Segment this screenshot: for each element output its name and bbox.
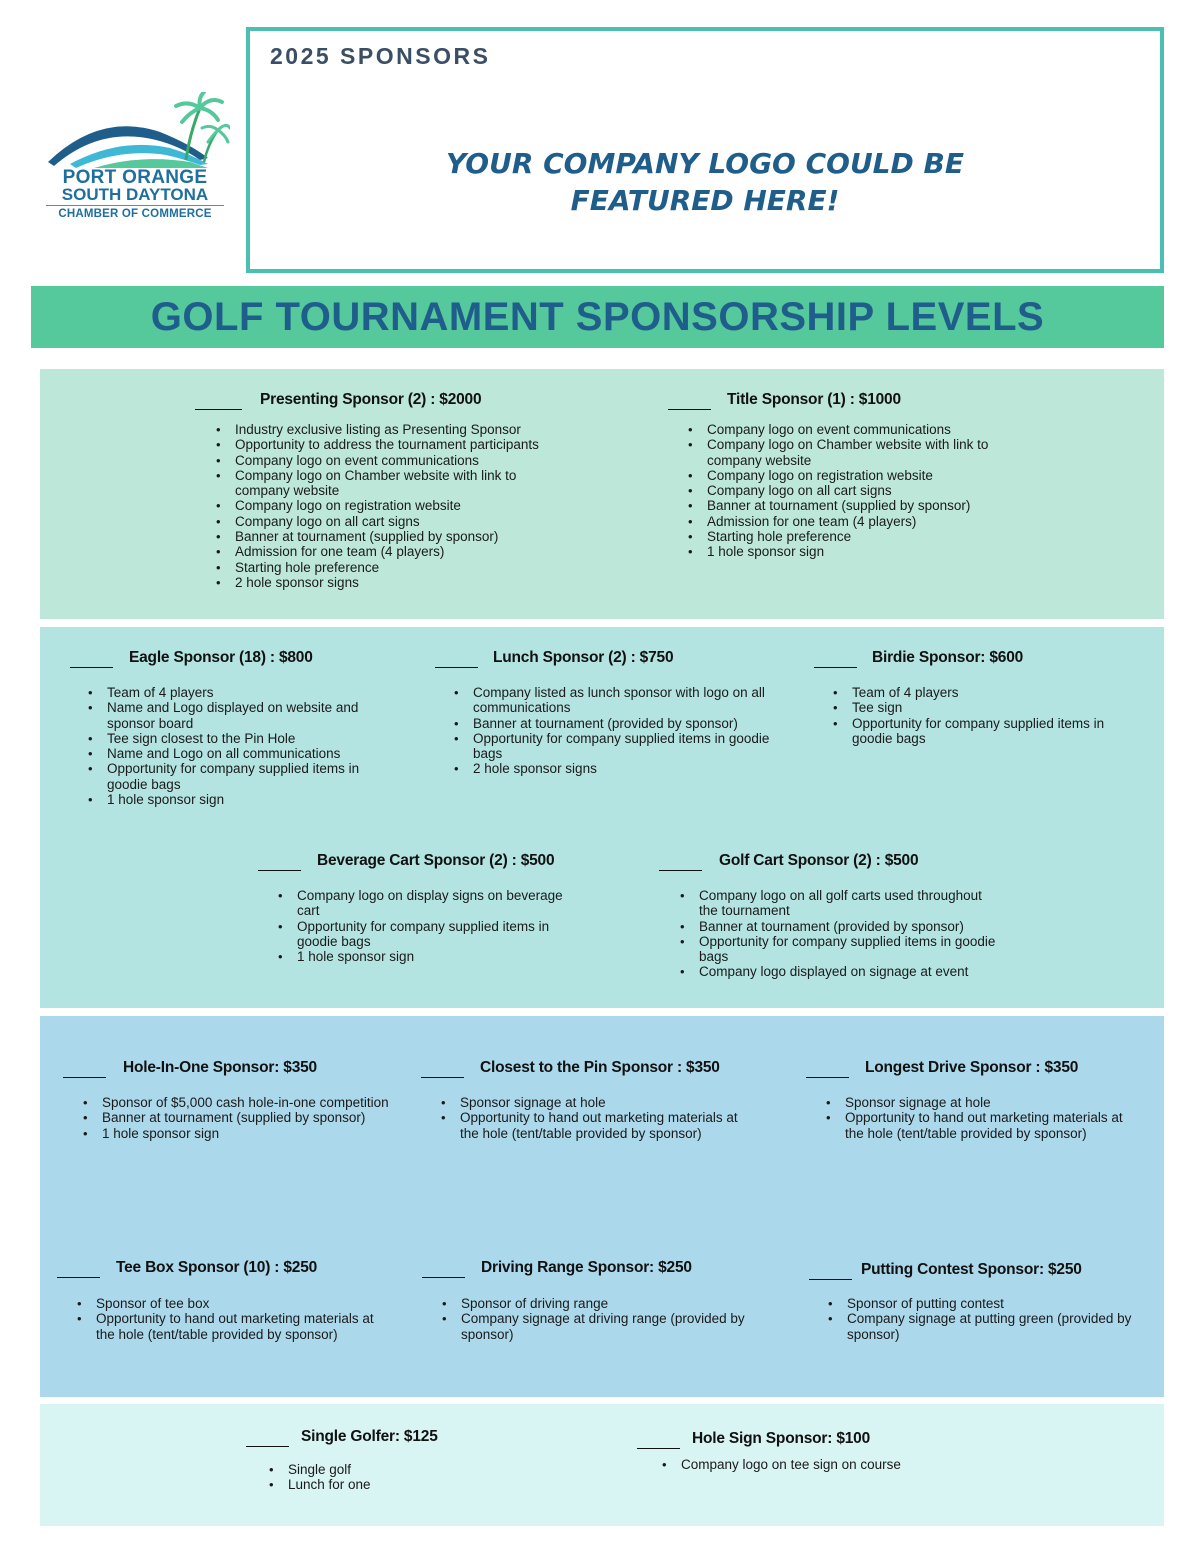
tier-benefits-list [823,1095,1143,1141]
signup-blank-line[interactable] [246,1446,289,1447]
placeholder-line-2: FEATURED HERE! [570,184,840,217]
tier-title: Birdie Sponsor: $600 [872,649,1024,666]
tier-title: Golf Cart Sponsor (2) : $500 [719,852,919,869]
tier-eagle-sponsor [70,649,400,808]
tier-driving-range-sponsor [422,1259,772,1342]
tier-title: Longest Drive Sponsor : $350 [865,1059,1079,1076]
tier-header [195,391,575,413]
logo-line-2: SOUTH DAYTONA [61,185,209,204]
tier-closest-to-pin-sponsor [421,1059,771,1141]
tier-benefits-list [275,888,565,964]
tier-birdie-sponsor [814,649,1144,746]
benefit-item: • Banner at tournament (supplied by sponsor) [685,498,1015,513]
benefit-item: • Industry exclusive listing as Presenting Sponsor [213,422,553,437]
benefit-item: • Sponsor of $5,000 cash hole-in-one competition [80,1095,410,1110]
tier-benefits-list [677,888,997,980]
benefit-item: • Starting hole preference [213,560,553,575]
tier-title: Beverage Cart Sponsor (2) : $500 [317,852,555,869]
benefit-item: • Tee sign [830,700,1130,715]
benefit-item: • Company logo on event communications [685,422,1015,437]
tier-header [258,852,598,874]
benefit-item: • Company signage at putting green (provided by sponsor) [825,1311,1145,1342]
tier-benefits-list [825,1296,1145,1342]
tier-header [421,1059,771,1081]
benefit-item: • Starting hole preference [685,529,1015,544]
benefit-item: • Opportunity for company supplied items in goodie bags [677,934,997,965]
benefit-item: • Sponsor signage at hole [438,1095,758,1110]
benefit-item: • 1 hole sponsor sign [275,949,565,964]
tier-title: Title Sponsor (1) : $1000 [727,391,901,408]
benefit-item: • Company logo on event communications [213,453,553,468]
benefit-item: • Banner at tournament (supplied by sponsor) [213,529,553,544]
benefit-item: • Company logo on Chamber website with link to company website [213,468,553,499]
tier-presenting-sponsor [195,391,575,590]
tier-benefits-list [659,1457,959,1472]
benefit-item: • Company logo on Chamber website with link to company website [685,437,1015,468]
benefit-item: • Company signage at driving range (provided by sponsor) [439,1311,759,1342]
tier-title: Single Golfer: $125 [301,1428,438,1445]
benefit-item: • Banner at tournament (supplied by sponsor) [80,1110,410,1125]
tier-benefits-list [451,685,781,777]
signup-blank-line[interactable] [806,1077,849,1078]
benefit-item: • Single golf [266,1462,526,1477]
signup-blank-line[interactable] [421,1077,464,1078]
signup-blank-line[interactable] [668,409,711,410]
benefit-item: • Opportunity to hand out marketing materials at the hole (tent/table provided by sponsor) [74,1311,394,1342]
benefit-item: • Company logo on display signs on beverage cart [275,888,565,919]
tier-header [637,1430,977,1452]
tier-title: Putting Contest Sponsor: $250 [861,1261,1082,1278]
tier-title: Presenting Sponsor (2) : $2000 [260,391,482,408]
tier-tee-box-sponsor [57,1259,407,1342]
benefit-item: • 1 hole sponsor sign [685,544,1015,559]
benefit-item: • Admission for one team (4 players) [213,544,553,559]
benefit-item: • Admission for one team (4 players) [685,514,1015,529]
tier-header [422,1259,772,1281]
benefit-item: • Company logo on tee sign on course [659,1457,959,1472]
benefit-item: • Team of 4 players [85,685,375,700]
signup-blank-line[interactable] [814,667,857,668]
tier-title: Eagle Sponsor (18) : $800 [129,649,313,666]
benefit-item: • Company logo displayed on signage at event [677,964,997,979]
logo-line-3: CHAMBER OF COMMERCE [46,205,224,220]
benefit-item: • 1 hole sponsor sign [85,792,375,807]
signup-blank-line[interactable] [258,870,301,871]
benefit-item: • 1 hole sponsor sign [80,1126,410,1141]
tier-benefits-list [830,685,1130,746]
benefit-item: • 2 hole sponsor signs [213,575,553,590]
sponsors-heading: 2025 SPONSORS [270,43,491,69]
tier-header [435,649,795,671]
benefit-item: • Banner at tournament (provided by sponsor) [451,716,781,731]
palm-arc-logo-icon [40,92,230,172]
signup-blank-line[interactable] [63,1077,106,1078]
tier-single-golfer [246,1428,546,1493]
tier-header [70,649,400,671]
signup-blank-line[interactable] [435,667,478,668]
benefit-item: • Opportunity for company supplied items in goodie bags [830,716,1130,747]
benefit-item: • Opportunity for company supplied items in goodie bags [275,919,565,950]
signup-blank-line[interactable] [422,1277,465,1278]
benefit-item: • Company listed as lunch sponsor with logo on all communications [451,685,781,716]
tier-putting-contest-sponsor [809,1261,1159,1342]
benefit-item: • Sponsor of tee box [74,1296,394,1311]
tier-title: Hole Sign Sponsor: $100 [692,1430,870,1447]
benefit-item: • Company logo on all cart signs [213,514,553,529]
benefit-item: • Opportunity for company supplied items in goodie bags [85,761,375,792]
benefit-item: • Company logo on registration website [213,498,553,513]
tier-lunch-sponsor [435,649,795,777]
benefit-item: • Sponsor signage at hole [823,1095,1143,1110]
benefit-item: • Company logo on all golf carts used throughout the tournament [677,888,997,919]
tier-header [668,391,1048,413]
tier-benefits-list [85,685,375,807]
levels-banner [31,286,1164,348]
placeholder-line-1: YOUR COMPANY LOGO COULD BE [446,147,964,180]
tier-beverage-cart-sponsor [258,852,598,965]
tier-benefits-list [266,1462,526,1493]
tier-header [57,1259,407,1281]
tier-header [246,1428,546,1450]
benefit-item: • Tee sign closest to the Pin Hole [85,731,375,746]
logo-line-1: PORT ORANGE [62,167,208,188]
benefit-item: • Team of 4 players [830,685,1130,700]
benefit-item: • Name and Logo on all communications [85,746,375,761]
benefit-item: • Lunch for one [266,1477,526,1492]
tier-title: Closest to the Pin Sponsor : $350 [480,1059,720,1076]
tier-title: Driving Range Sponsor: $250 [481,1259,692,1276]
tier-title: Lunch Sponsor (2) : $750 [493,649,674,666]
tier-longest-drive-sponsor [806,1059,1156,1141]
logo-placeholder-text [250,145,1160,219]
tier-hole-in-one-sponsor [63,1059,413,1141]
benefit-item: • Company logo on registration website [685,468,1015,483]
tier-benefits-list [74,1296,394,1342]
tier-title: Tee Box Sponsor (10) : $250 [116,1259,318,1276]
tier-title: Hole-In-One Sponsor: $350 [123,1059,317,1076]
signup-blank-line[interactable] [57,1277,100,1278]
sponsor-logo-box [246,27,1164,273]
signup-blank-line[interactable] [70,667,113,668]
tier-header [659,852,1019,874]
signup-blank-line[interactable] [195,409,242,410]
banner-title: GOLF TOURNAMENT SPONSORSHIP LEVELS [150,295,1045,339]
tier-golf-cart-sponsor [659,852,1019,980]
tier-benefits-list [685,422,1015,560]
tier-header [814,649,1144,671]
tier-benefits-list [438,1095,758,1141]
chamber-logo [40,92,230,227]
tier-benefits-list [439,1296,759,1342]
benefit-item: • Opportunity to hand out marketing materials at the hole (tent/table provided by sponsor) [823,1110,1143,1141]
tier-benefits-list [213,422,553,590]
tier-benefits-list [80,1095,410,1141]
benefit-item: • Opportunity for company supplied items in goodie bags [451,731,781,762]
benefit-item: • Sponsor of putting contest [825,1296,1145,1311]
signup-blank-line[interactable] [809,1279,852,1280]
tier-header [809,1261,1159,1283]
benefit-item: • Opportunity to hand out marketing materials at the hole (tent/table provided by sponsor) [438,1110,758,1141]
tier-hole-sign-sponsor [637,1430,977,1472]
benefit-item: • Name and Logo displayed on website and sponsor board [85,700,375,731]
benefit-item: • 2 hole sponsor signs [451,761,781,776]
benefit-item: • Sponsor of driving range [439,1296,759,1311]
tier-section-basic [40,1404,1164,1526]
signup-blank-line[interactable] [637,1448,680,1449]
tier-header [806,1059,1156,1081]
tier-header [63,1059,413,1081]
signup-blank-line[interactable] [659,870,702,871]
benefit-item: • Company logo on all cart signs [685,483,1015,498]
tier-title-sponsor [668,391,1048,560]
benefit-item: • Banner at tournament (provided by sponsor) [677,919,997,934]
benefit-item: • Opportunity to address the tournament participants [213,437,553,452]
